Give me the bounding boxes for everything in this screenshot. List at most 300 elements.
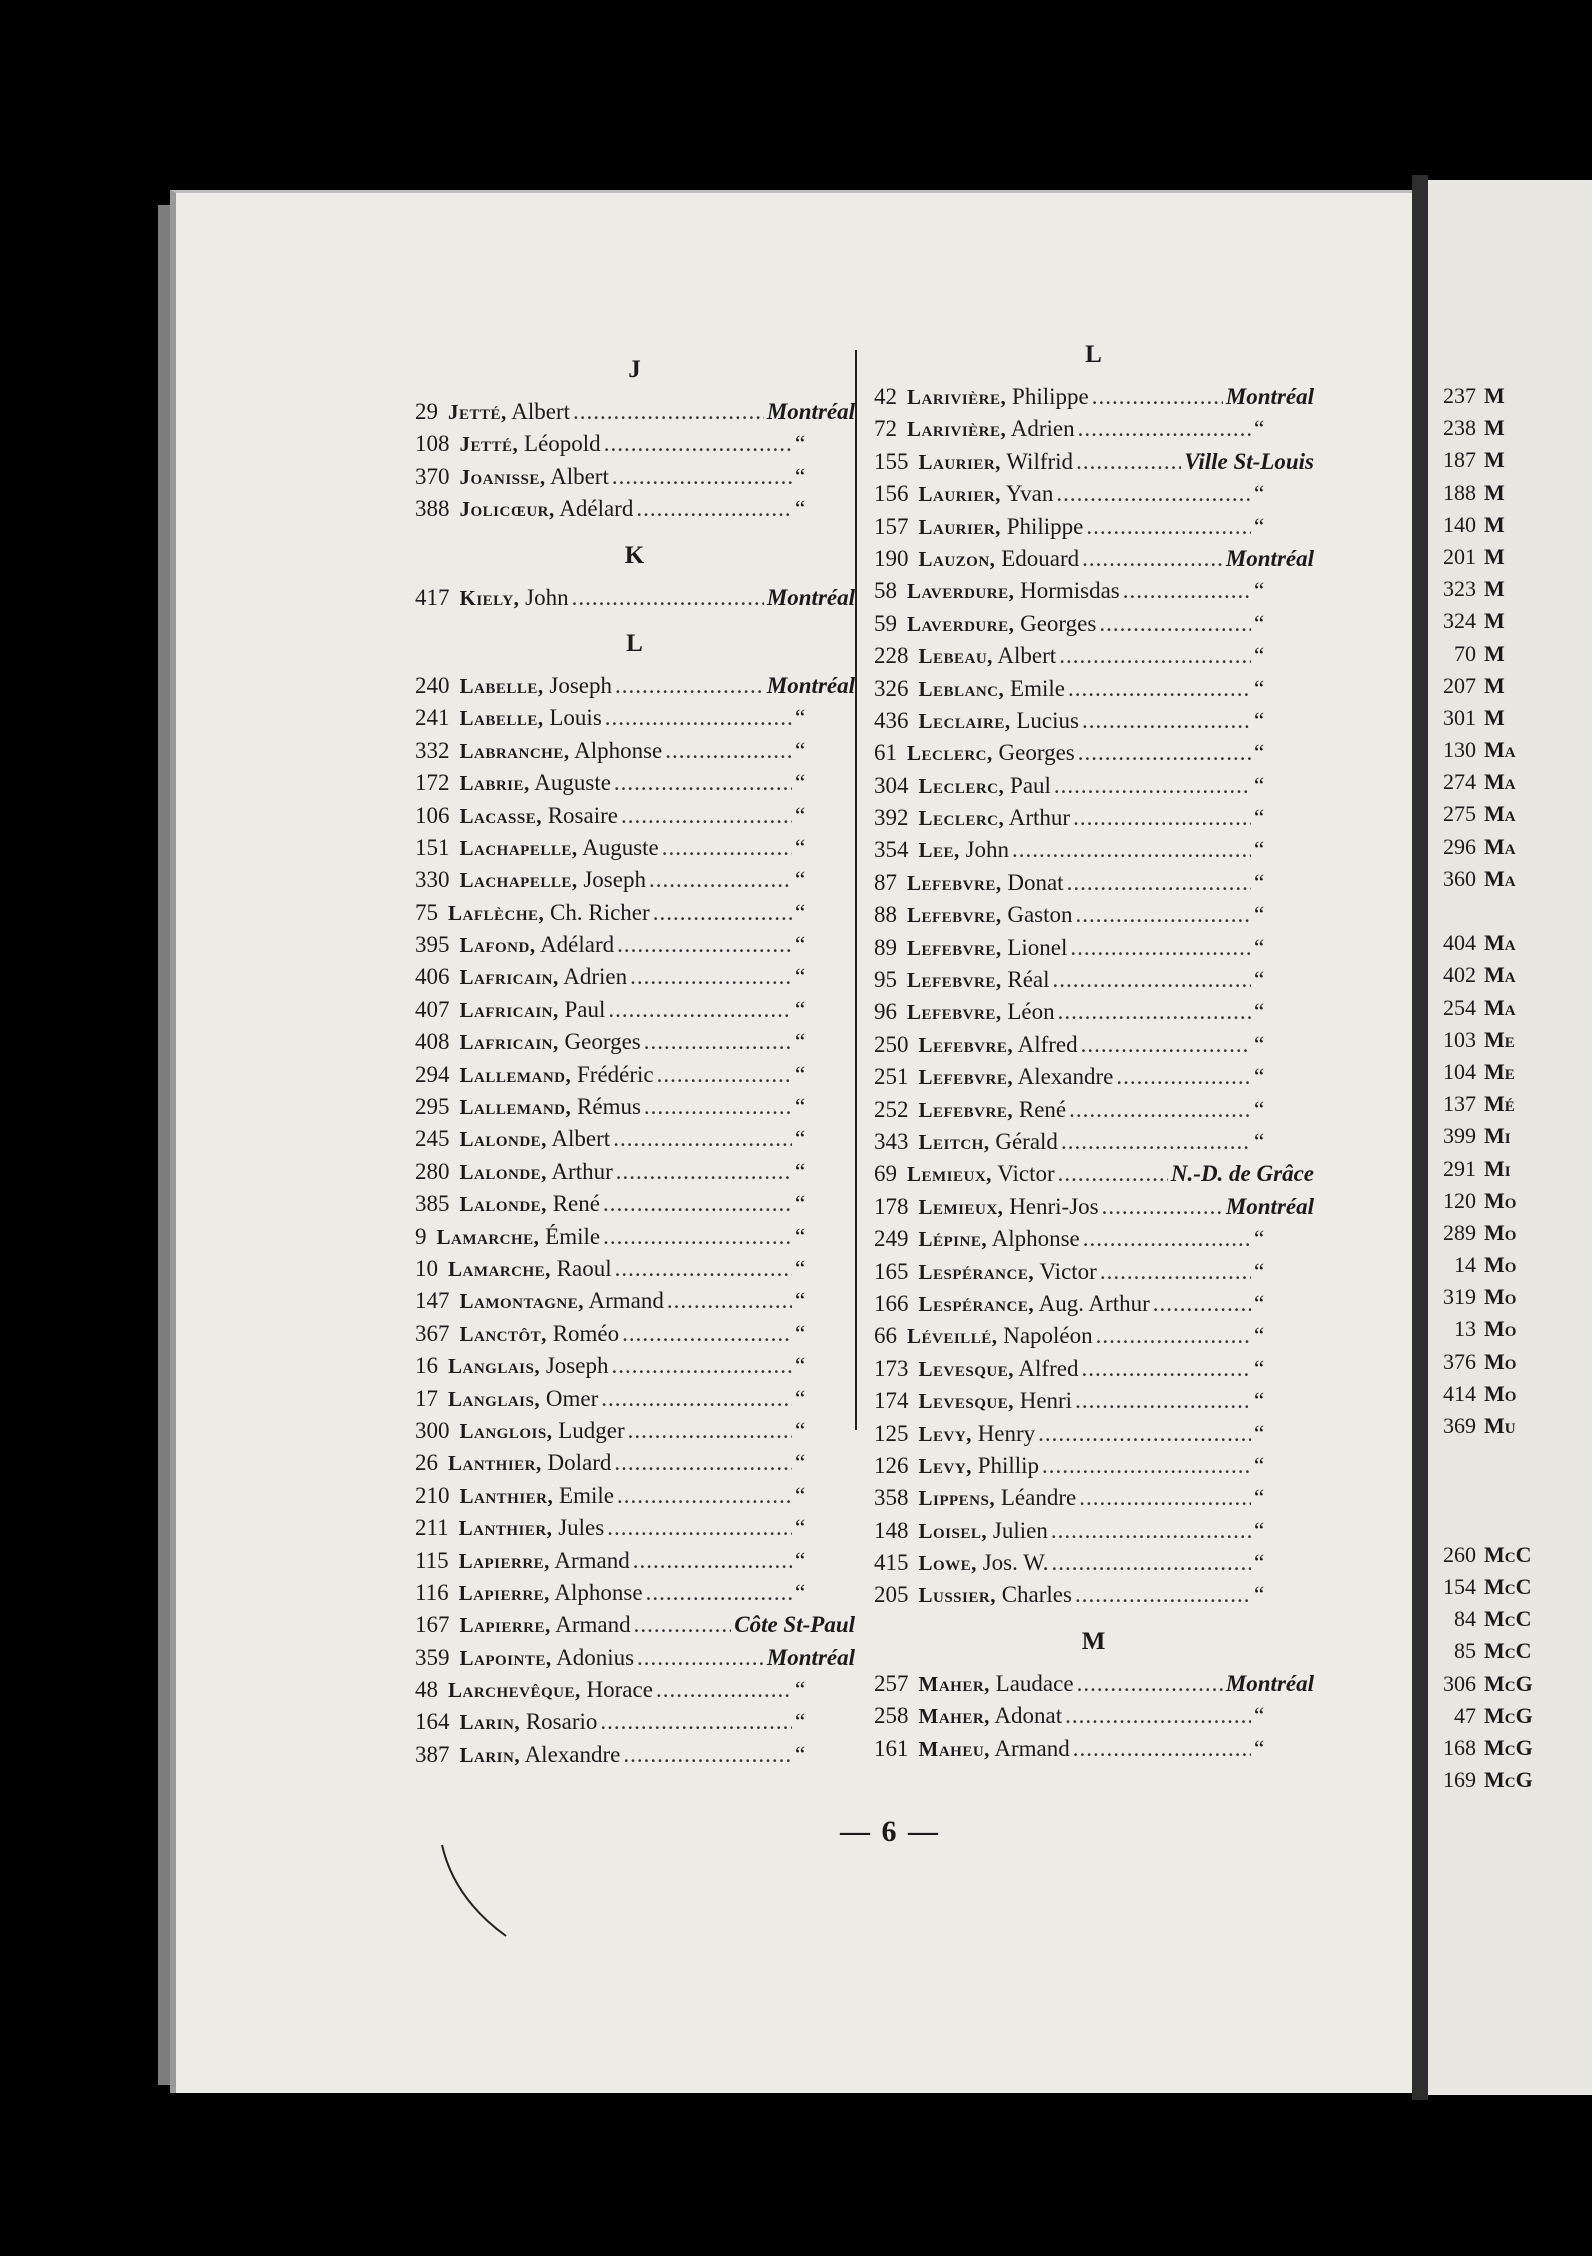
leader-dots [616,1156,792,1188]
entry-given-name: Albert [992,643,1057,669]
entry-surname-fragment: Mo [1484,1348,1517,1374]
leader-dots [1056,478,1251,510]
entry-place: “ [1254,1420,1265,1446]
list-item [415,1285,855,1317]
list-item [1428,573,1533,605]
entry-surname-fragment: M [1484,415,1505,441]
entry-surname-fragment: McG [1484,1767,1533,1793]
entry-place: Montréal [1225,545,1314,571]
entry-number: 155 [874,448,909,474]
entry-name [919,770,1051,802]
leader-dots [1073,802,1251,834]
list-item [874,737,1314,769]
list-item [874,867,1314,899]
entry-number: 370 [415,463,450,489]
list-item [1428,1378,1533,1410]
entry-surname: Maher, [918,1704,990,1729]
list-item [415,897,855,929]
list-item [1428,541,1533,573]
entry-surname: Lippens, [918,1486,996,1511]
entry-place: “ [1254,1031,1265,1057]
list-item [1428,1346,1533,1378]
entry-surname: Labelle, [459,673,544,698]
entry-place: “ [795,737,806,763]
entry-surname: Larin, [459,1742,521,1767]
entry-number: 251 [874,1064,909,1090]
entry-place: “ [795,1288,806,1314]
entry-place: “ [1254,1550,1265,1576]
entry-surname-fragment: Me [1484,1026,1515,1052]
entry-place: “ [1254,869,1265,895]
entry-place: “ [1254,675,1265,701]
entry-number: 291 [1443,1155,1476,1181]
leader-dots [605,702,792,734]
entry-given-name: Adrien [558,964,628,990]
list-item [1428,477,1533,509]
list-item [874,802,1314,834]
entry-name [919,1256,1097,1288]
leader-dots [1068,673,1251,705]
entry-surname: Laurier, [918,482,1001,507]
entry-given-name: Joseph [577,867,646,893]
entry-given-name: Arthur [546,1158,613,1184]
entry-name [460,1609,631,1641]
entry-surname-fragment: Mi [1484,1123,1511,1149]
entry-number: 130 [1443,737,1476,763]
entry-surname-fragment: Ma [1484,737,1516,763]
entry-surname: Lemieux, [918,1194,1004,1219]
list-item [415,1447,855,1479]
entry-place: “ [1254,1128,1265,1154]
list-item [415,1383,855,1415]
entry-surname-fragment: McC [1484,1541,1532,1567]
entry-surname: Lafricain, [459,1030,559,1055]
entry-number: 408 [415,1029,450,1055]
entry-name [919,705,1079,737]
entry-surname: Lafricain, [459,997,559,1022]
list-item [1428,1056,1533,1088]
entry-number: 241 [415,705,450,731]
entry-number: 245 [415,1126,450,1152]
entry-surname-fragment: M [1484,608,1505,634]
list-item [874,413,1314,445]
entry-surname: Lee, [918,838,960,863]
list-item [874,381,1314,413]
entry-number: 137 [1443,1091,1476,1117]
entry-number: 301 [1443,704,1476,730]
list-item [1428,1603,1533,1635]
list-item [1428,1474,1533,1506]
entry-surname: Lapierre, [458,1580,550,1605]
list-item [1428,1185,1533,1217]
entry-name [460,832,659,864]
entry-number: 10 [415,1255,438,1281]
list-item [874,1353,1314,1385]
entry-name [460,1156,613,1188]
entry-number: 323 [1443,576,1476,602]
entry-name [448,396,570,428]
entry-given-name: Auguste [529,770,611,796]
entry-number: 280 [415,1158,450,1184]
entry-surname-fragment: Me [1484,1058,1515,1084]
entry-given-name: Wilfrid [1000,448,1074,474]
entry-place: “ [1254,902,1265,928]
entry-number: 126 [874,1452,909,1478]
list-item [415,1156,855,1188]
right-page-column [1428,380,1533,1796]
entry-place: “ [1254,1582,1265,1608]
entry-surname-fragment: Mo [1484,1284,1517,1310]
entry-surname-fragment: Mé [1484,1091,1515,1117]
section-letter: J [628,356,642,383]
entry-number: 252 [874,1096,909,1122]
entry-surname: Maheu, [918,1736,990,1761]
entry-name [460,1059,654,1091]
entry-given-name: Albert [506,399,571,424]
entry-number: 169 [1443,1767,1476,1793]
entry-number: 319 [1443,1284,1476,1310]
entry-number: 359 [415,1644,450,1670]
list-item [415,1739,855,1771]
list-item [1428,670,1533,702]
entry-number: 385 [415,1191,450,1217]
entry-surname: Lefebvre, [918,1097,1014,1122]
entry-surname-fragment: M [1484,576,1505,602]
entry-name [460,864,646,896]
entry-name [460,1091,641,1123]
entry-given-name: Alexandre [520,1741,621,1767]
leader-dots [604,428,792,460]
entry-surname: Lafricain, [459,965,559,990]
entry-name [448,1383,598,1415]
list-item [874,834,1314,866]
entry-surname-fragment: Mo [1484,1316,1517,1342]
entry-number: 66 [874,1323,897,1349]
list-item [415,1253,855,1285]
entry-number: 376 [1443,1348,1476,1374]
entry-given-name: Jules [552,1515,605,1541]
entry-number: 61 [874,740,897,766]
leader-dots [1081,1029,1251,1061]
entry-place: “ [795,1515,806,1541]
entry-surname: Lemieux, [907,1162,992,1187]
leader-dots [630,961,792,993]
entry-number: 258 [874,1703,909,1729]
entry-name [460,1123,611,1155]
list-item [874,478,1314,510]
entry-surname: Lefebvre, [918,1065,1014,1090]
entry-place: “ [1254,513,1265,539]
section-letter: K [624,541,646,569]
entry-surname: Loisel, [918,1518,988,1543]
entry-number: 89 [874,934,897,960]
list-item [1428,798,1533,830]
entry-surname: Larivière, [907,385,1007,409]
entry-surname: Maher, [918,1671,990,1696]
entry-name [919,1094,1067,1126]
list-item [1428,1249,1533,1281]
leader-dots [603,1188,792,1220]
entry-given-name: Adélard [535,932,615,958]
entry-name [460,767,611,799]
entry-surname-fragment: Ma [1484,769,1516,795]
entry-given-name: Frédéric [571,1061,654,1087]
list-item [1428,638,1533,670]
entry-number: 14 [1454,1252,1476,1278]
entry-name [919,1061,1114,1093]
leader-dots [656,1674,792,1706]
entry-place: Montréal [1225,384,1314,409]
entry-number: 387 [415,1741,450,1767]
entry-surname: Lalonde, [459,1192,547,1217]
entry-number: 69 [874,1161,897,1187]
leader-dots [617,1480,792,1512]
entry-number [1428,1474,1476,1506]
entry-name [919,1733,1070,1765]
entry-surname: Labelle, [459,706,544,731]
entry-given-name: Léandre [995,1485,1077,1511]
entry-place: Montréal [766,399,855,424]
entry-place: “ [795,705,806,731]
entry-surname: Lapierre, [459,1613,551,1638]
list-item [1428,1700,1533,1732]
entry-place: “ [795,1094,806,1120]
leader-dots [1079,1482,1251,1514]
entry-number [1428,1507,1476,1539]
entry-given-name: Rémus [571,1094,641,1120]
entry-place: “ [1254,1485,1265,1511]
entry-number: 9 [415,1223,427,1249]
leader-dots [1075,1579,1251,1611]
list-item [415,1318,855,1350]
entry-place: “ [795,867,806,893]
entry-name [460,582,569,614]
entry-name [437,1221,601,1253]
entry-name [460,1285,664,1317]
entry-place: “ [795,496,806,522]
entry-surname: Levesque, [918,1389,1014,1414]
entry-given-name: Emile [553,1482,614,1508]
entry-surname: Lachapelle, [459,868,578,893]
entry-name [919,1579,1072,1611]
list-item [415,702,855,734]
entry-place: “ [1254,934,1265,960]
entry-place: “ [1254,805,1265,831]
entry-number: 417 [415,584,450,610]
entry-given-name: Gaston [1001,902,1073,928]
list-item [1428,766,1533,798]
list-item [415,1642,855,1674]
list-item [415,929,855,961]
entry-surname-fragment: McC [1484,1573,1532,1599]
entry-number: 165 [874,1258,909,1284]
leader-dots [573,396,764,428]
entry-given-name: Alfred [1013,1355,1079,1381]
entry-surname: Leclerc, [907,741,993,766]
entry-surname: Larin, [459,1710,521,1735]
entry-number: 201 [1443,543,1476,569]
leader-dots [662,832,792,864]
entry-surname: Lanthier, [448,1451,542,1476]
entry-name [919,1385,1073,1417]
list-item [1428,1120,1533,1152]
list-item [415,1221,855,1253]
entry-number: 95 [874,967,897,993]
entry-name [919,802,1071,834]
list-item [874,1256,1314,1288]
entry-place: “ [1254,772,1265,798]
list-item [1428,380,1533,412]
entry-number: 58 [874,578,897,604]
leader-dots [601,1383,792,1415]
entry-place: “ [795,932,806,958]
entry-surname-fragment: McG [1484,1734,1533,1760]
leader-dots [1067,867,1251,899]
entry-name [907,899,1073,931]
entry-place: “ [1254,1064,1265,1090]
entry-number: 249 [874,1226,909,1252]
entry-name [448,1350,608,1382]
entry-surname: Léveillé, [907,1324,998,1349]
list-item [415,493,855,525]
list-item [1428,734,1533,766]
entry-given-name: Victor [991,1161,1055,1187]
entry-given-name: Lucius [1010,707,1079,733]
entry-place: “ [1254,643,1265,669]
entry-surname-fragment: Ma [1484,994,1516,1020]
entry-surname: Lanthier, [459,1483,554,1508]
pencil-stroke [440,1840,510,1940]
entry-place: “ [1254,1323,1265,1349]
entry-number: 295 [415,1094,450,1120]
entry-given-name: Rosaire [541,802,618,828]
entry-given-name: René [1013,1096,1067,1122]
leader-dots [1099,608,1251,640]
entry-place: “ [795,834,806,860]
entry-surname: Laflèche, [448,900,545,925]
list-item [1428,895,1533,927]
entry-given-name: Auguste [577,834,659,860]
entry-place: “ [795,1353,806,1379]
entry-number: 148 [874,1517,909,1543]
entry-surname: Lefebvre, [918,1032,1014,1057]
entry-place: “ [1254,1226,1265,1252]
entry-surname-fragment: M [1484,383,1505,408]
leader-dots [1012,834,1251,866]
entry-surname: Lépine, [918,1227,988,1252]
entry-name [460,1188,600,1220]
leader-dots [608,994,792,1026]
entry-name [919,1288,1150,1320]
entry-surname-fragment: M [1484,704,1505,730]
entry-number: 156 [874,481,909,507]
entry-number: 358 [874,1485,909,1511]
list-item [1428,444,1533,476]
list-item [874,543,1314,575]
entry-given-name: John [519,584,569,610]
entry-given-name: Ludger [552,1417,625,1443]
entry-number: 47 [1454,1702,1476,1728]
entry-surname: Laverdure, [907,579,1015,604]
entry-number: 250 [874,1031,909,1057]
entry-place: “ [795,1320,806,1346]
entry-given-name: Alphonse [549,1579,643,1605]
list-item [874,1094,1314,1126]
entry-number: 207 [1443,672,1476,698]
right-page [1428,180,1592,2095]
entry-place: “ [795,431,806,457]
entry-place: “ [1254,1388,1265,1414]
entry-given-name: Armand [989,1735,1070,1761]
entry-given-name: Paul [1004,772,1051,798]
entry-given-name: Adrien [1006,416,1075,442]
entry-name [919,1515,1048,1547]
entry-place: “ [795,463,806,489]
list-item [874,1700,1314,1732]
entry-surname: Lespérance, [918,1291,1035,1316]
entry-given-name: Albert [546,1126,611,1152]
leader-dots [1069,1094,1251,1126]
list-item [415,1091,855,1123]
entry-place: “ [1254,1355,1265,1381]
entry-number: 26 [415,1450,438,1476]
book-fold [1412,175,1428,2100]
entry-surname: Leclerc, [918,773,1005,798]
list-item [874,705,1314,737]
entry-given-name: Adonius [551,1644,635,1670]
entry-name [919,478,1054,510]
list-item [1428,605,1533,637]
entry-place: “ [1254,999,1265,1025]
entry-number: 140 [1443,511,1476,537]
leader-dots [633,1545,792,1577]
leader-dots [1153,1288,1251,1320]
list-item [415,1512,855,1544]
entry-surname: Labrie, [459,771,530,796]
entry-surname: Lefebvre, [907,968,1002,993]
entry-number: 16 [415,1353,438,1379]
entry-name [448,1253,612,1285]
entry-number: 205 [874,1582,909,1608]
entry-number: 367 [415,1320,450,1346]
entry-number: 369 [1443,1413,1476,1438]
entry-place: “ [795,1677,806,1703]
list-item [415,461,855,493]
section-letter: M [1081,1627,1107,1655]
leader-dots [623,1739,792,1771]
entry-given-name: Raoul [550,1255,612,1281]
list-item [1428,1313,1533,1345]
entry-given-name: Jos. W. [976,1550,1049,1576]
entry-surname: Langlais, [448,1386,541,1411]
entry-name [919,1223,1080,1255]
entry-surname: Lallemand, [459,1095,572,1120]
list-item [1428,1217,1533,1249]
entry-number: 294 [415,1061,450,1087]
entry-surname: Laverdure, [907,611,1015,636]
entry-name [919,1418,1036,1450]
entry-surname-fragment: Ma [1484,801,1516,827]
list-item [874,1668,1314,1700]
list-item [874,673,1314,705]
entry-number: 402 [1443,962,1476,988]
leader-dots [1116,1061,1251,1093]
entry-surname-fragment: Mo [1484,1380,1517,1406]
leader-dots [636,493,792,525]
leader-dots [611,1350,792,1382]
leader-dots [607,1512,792,1544]
entry-surname: Leclerc, [918,806,1005,831]
